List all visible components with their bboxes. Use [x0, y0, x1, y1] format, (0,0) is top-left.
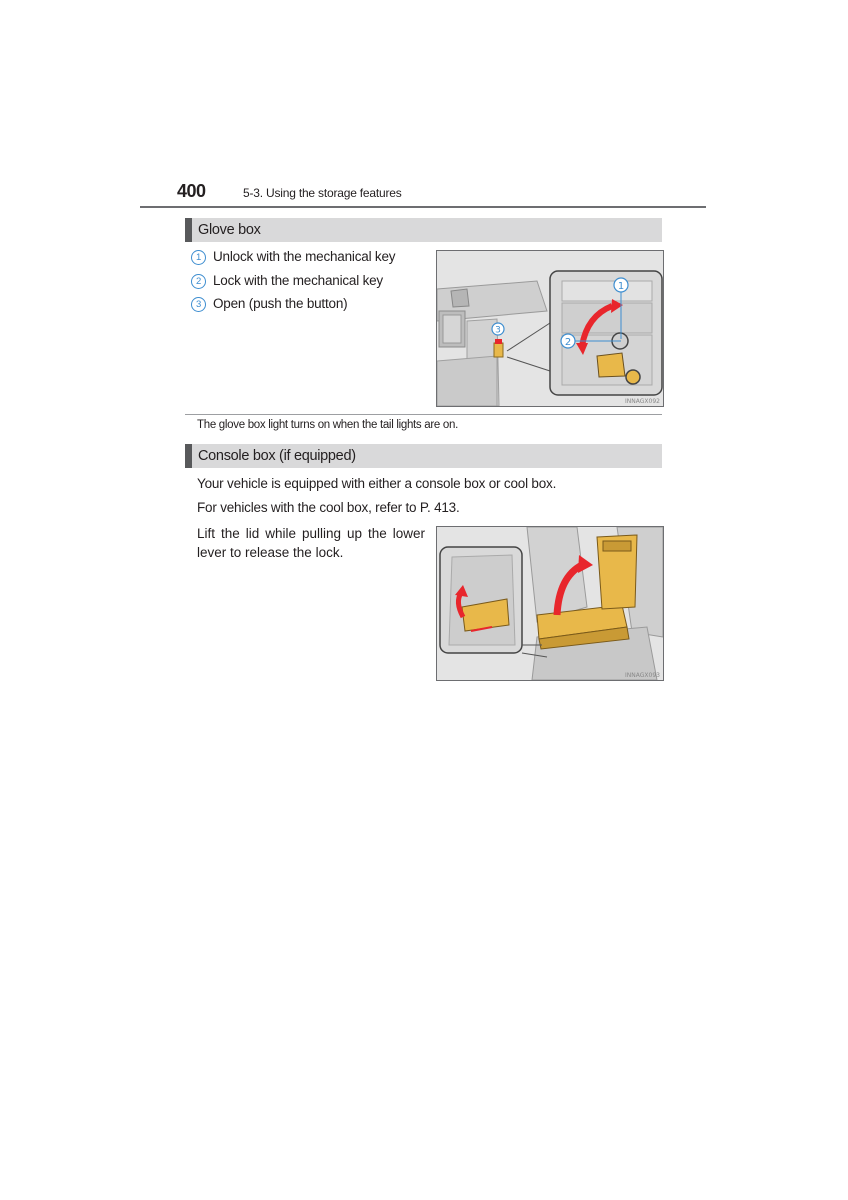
glove-box-note: The glove box light turns on when the tail lights are on. [197, 419, 458, 431]
console-box-illustration [436, 526, 664, 681]
console-box-drawing [437, 527, 663, 680]
note-rule [185, 414, 662, 415]
svg-text:3: 3 [495, 325, 501, 336]
step-2 [191, 273, 383, 289]
glove-box-drawing [437, 251, 663, 406]
step-number: 1 [191, 250, 206, 265]
console-para-1: Your vehicle is equipped with either a console box or cool box. [197, 476, 557, 491]
step-1 [191, 249, 395, 265]
section-title: 5-3. Using the storage features [243, 186, 402, 200]
header-rule [140, 206, 706, 208]
step-3 [191, 296, 347, 312]
console-box-heading [185, 444, 662, 468]
glove-box-illustration [436, 250, 664, 407]
figure-code: INNAGX093 [625, 672, 660, 679]
glove-box-heading-text: Glove box [198, 222, 261, 238]
step-number: 2 [191, 274, 206, 289]
page-number: 400 [177, 181, 206, 201]
step-text: Lock with the mechanical key [213, 273, 383, 288]
glove-box-heading [185, 218, 662, 242]
step-number: 3 [191, 297, 206, 312]
console-box-heading-text: Console box (if equipped) [198, 448, 356, 464]
svg-text:2: 2 [564, 337, 572, 348]
console-para-2: For vehicles with the cool box, refer to P. 413. [197, 500, 460, 515]
step-text: Unlock with the mechanical key [213, 249, 396, 264]
figure-code: INNAGX092 [625, 398, 660, 405]
console-para-3: Lift the lid while pulling up the lower lever to release the lock. [197, 526, 425, 560]
svg-text:1: 1 [617, 281, 625, 292]
step-text: Open (push the button) [213, 296, 348, 311]
